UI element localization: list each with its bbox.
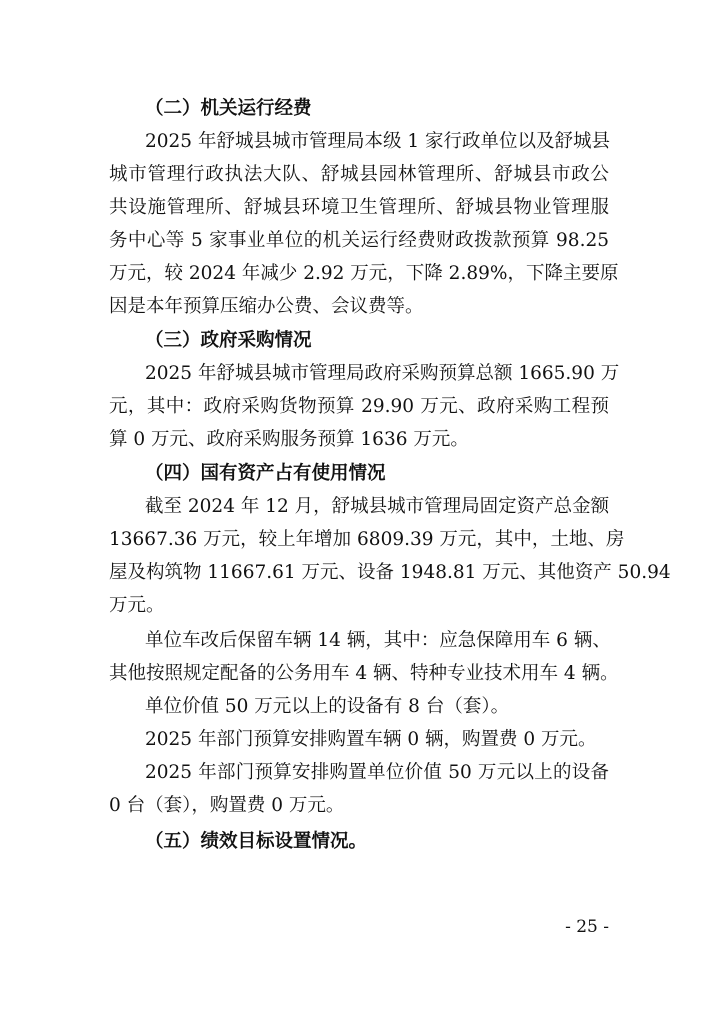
paragraph-line: 因是本年预算压缩办公费、会议费等。 — [109, 296, 424, 317]
paragraph-line: 万元，较 2024 年减少 2.92 万元，下降 2.89%，下降主要原 — [109, 263, 619, 284]
paragraph-line: 单位车改后保留车辆 14 辆，其中：应急保障用车 6 辆、 — [145, 630, 611, 651]
paragraph-line: 万元。 — [109, 595, 165, 616]
section-heading-government-procurement: （三）政府采购情况 — [145, 330, 312, 351]
paragraph-line: 单位价值 50 万元以上的设备有 8 台（套）。 — [145, 696, 510, 717]
page-number: - 25 - — [565, 917, 609, 937]
paragraph-line: 2025 年部门预算安排购置单位价值 50 万元以上的设备 — [145, 762, 609, 783]
paragraph-line: 其他按照规定配备的公务用车 4 辆、特种专业技术用车 4 辆。 — [109, 663, 619, 684]
paragraph-line: 共设施管理所、舒城县环境卫生管理所、舒城县物业管理服 — [109, 197, 609, 218]
paragraph-line: 2025 年舒城县城市管理局政府采购预算总额 1665.90 万 — [145, 363, 620, 384]
paragraph-line: 算 0 万元、政府采购服务预算 1636 万元。 — [109, 429, 469, 450]
section-heading-operating-expenses: （二）机关运行经费 — [145, 98, 312, 119]
paragraph-line: 城市管理行政执法大队、舒城县园林管理所、舒城县市政公 — [109, 164, 609, 185]
section-heading-performance-goals: （五）绩效目标设置情况。 — [145, 831, 368, 852]
paragraph-line: 截至 2024 年 12 月，舒城县城市管理局固定资产总金额 — [145, 496, 610, 517]
paragraph-line: 务中心等 5 家事业单位的机关运行经费财政拨款预算 98.25 — [109, 230, 609, 251]
paragraph-line: 元，其中：政府采购货物预算 29.90 万元、政府采购工程预 — [109, 396, 609, 417]
paragraph-line: 2025 年部门预算安排购置车辆 0 辆，购置费 0 万元。 — [145, 729, 597, 750]
paragraph-line: 屋及构筑物 11667.61 万元、设备 1948.81 万元、其他资产 50.94 — [109, 562, 671, 583]
section-heading-state-assets: （四）国有资产占有使用情况 — [145, 463, 386, 484]
paragraph-line: 0 台（套），购置费 0 万元。 — [109, 795, 345, 816]
paragraph-line: 2025 年舒城县城市管理局本级 1 家行政单位以及舒城县 — [145, 131, 610, 152]
paragraph-line: 13667.36 万元，较上年增加 6809.39 万元，其中，土地、房 — [109, 529, 625, 550]
